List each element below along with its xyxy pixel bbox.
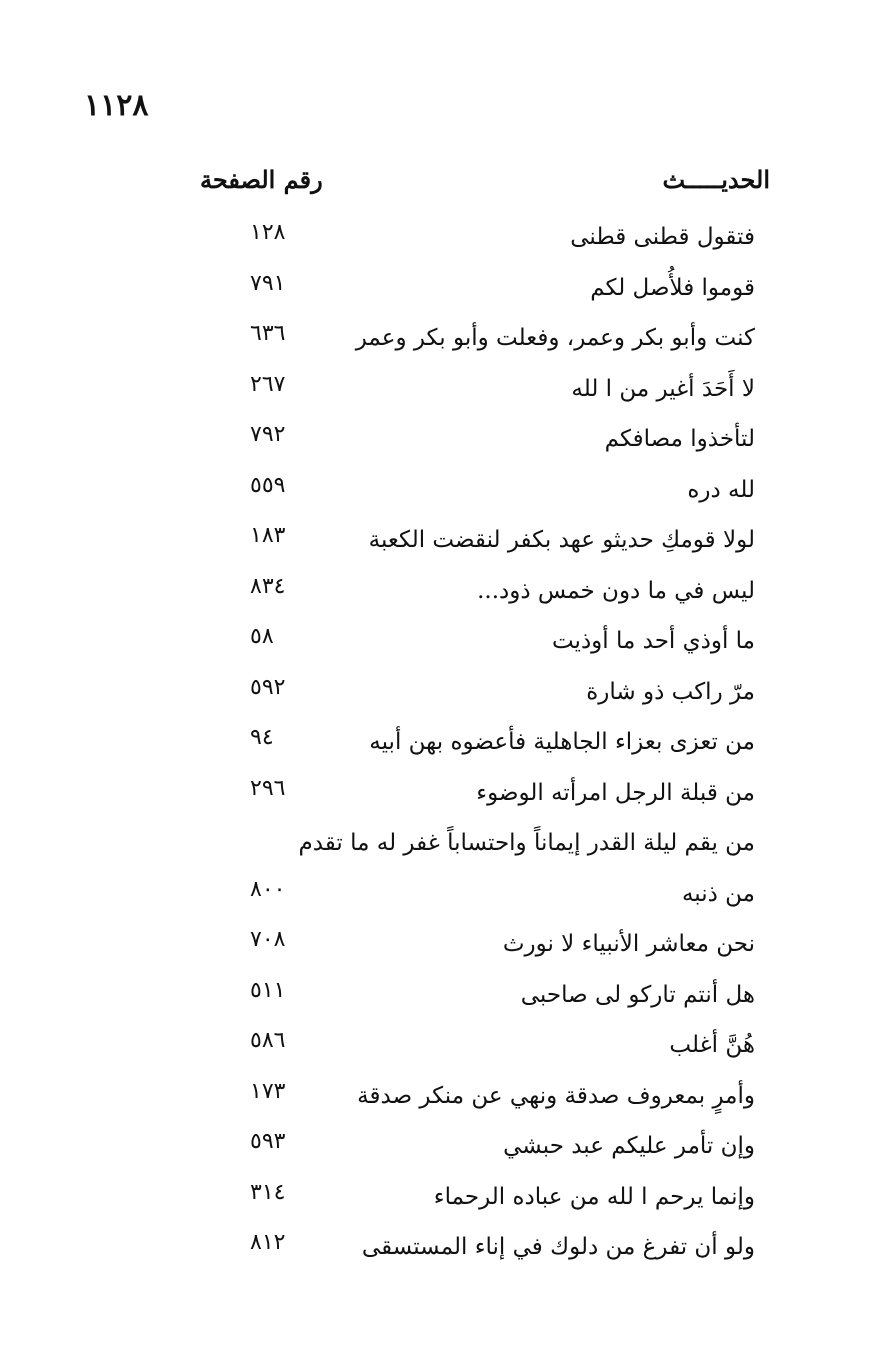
hadith-text: لله دره xyxy=(687,476,755,503)
hadith-text: وأمرٍ بمعروف صدقة ونهي عن منكر صدقة xyxy=(357,1082,755,1109)
page-reference: ٥٩٢ xyxy=(250,674,286,700)
hadith-text: وإن تأمر عليكم عبد حبشي xyxy=(503,1133,755,1159)
list-item xyxy=(190,1125,770,1176)
list-item xyxy=(190,317,770,368)
list-item xyxy=(190,1176,770,1227)
list-item xyxy=(190,772,770,823)
page-reference: ٢٦٧ xyxy=(250,371,286,397)
hadith-text: لولا قومكِ حديثو عهد بكفر لنقضت الكعبة xyxy=(368,527,755,553)
page-reference: ٨١٢ xyxy=(250,1230,286,1255)
page-number: ١١٢٨ xyxy=(84,88,149,123)
hadith-text: ما أوذي أحد ما أوذيت xyxy=(551,628,755,654)
hadith-text: من يقم ليلة القدر إيماناً واحتساباً غفر له ما تقدم xyxy=(298,830,755,856)
hadith-column-header: الحديـــــث xyxy=(662,165,770,194)
page-reference: ٥١١ xyxy=(250,977,286,1003)
hadith-text: من ذنبه xyxy=(681,880,755,907)
page-reference: ٧٠٨ xyxy=(250,927,286,952)
list-item xyxy=(190,519,770,570)
list-item xyxy=(190,469,770,520)
page-reference: ٦٣٦ xyxy=(250,321,286,346)
list-item xyxy=(190,721,770,772)
hadith-text: فتقول قطنى قطنى xyxy=(570,224,755,250)
page-column-header: رقم الصفحة xyxy=(200,165,323,194)
hadith-text: نحن معاشر الأنبياء لا نورث xyxy=(502,931,755,957)
page-reference: ٥٥٩ xyxy=(250,472,286,498)
page-reference: ٧٩١ xyxy=(250,270,286,296)
page-reference: ٨٣٤ xyxy=(250,573,286,599)
list-item xyxy=(190,570,770,621)
list-item xyxy=(190,873,770,924)
page-reference: ٢٩٦ xyxy=(250,775,286,801)
list-item xyxy=(190,822,770,873)
page-reference: ٣١٤ xyxy=(250,1179,286,1205)
hadith-text: ليس في ما دون خمس ذود... xyxy=(477,577,755,604)
hadith-text: ولو أن تفرغ من دلوك في إناء المستسقى xyxy=(361,1234,755,1260)
page-reference: ١٧٣ xyxy=(250,1078,286,1104)
list-item xyxy=(190,1024,770,1075)
list-item xyxy=(190,368,770,419)
hadith-text: مرّ راكب ذو شارة xyxy=(586,678,755,705)
list-item xyxy=(190,671,770,722)
hadith-text: وإنما يرحم ا لله من عباده الرحماء xyxy=(433,1183,755,1210)
page-reference: ٧٩٢ xyxy=(250,422,286,447)
list-item xyxy=(190,418,770,469)
page-reference: ٥٨ xyxy=(250,624,274,649)
hadith-text: من تعزى بعزاء الجاهلية فأعضوه بهن أبيه xyxy=(369,729,755,755)
page-reference: ٥٨٦ xyxy=(250,1028,286,1053)
list-item xyxy=(190,1075,770,1126)
hadith-text: لتأخذوا مصافكم xyxy=(604,426,755,452)
list-item xyxy=(190,1226,770,1277)
page-reference: ١٢٨ xyxy=(250,220,286,245)
hadith-text: قوموا فلأُصل لكم xyxy=(590,274,755,301)
hadith-text: من قبلة الرجل امرأته الوضوء xyxy=(476,779,755,806)
hadith-index-list xyxy=(190,216,770,1277)
list-item xyxy=(190,267,770,318)
page-reference: ٥٩٣ xyxy=(250,1129,286,1154)
list-item xyxy=(190,974,770,1025)
list-item xyxy=(190,923,770,974)
page-reference: ١٨٣ xyxy=(250,523,286,548)
hadith-text: هُنَّ أغلب xyxy=(669,1032,755,1058)
page-reference: ٩٤ xyxy=(250,725,274,750)
hadith-text: كنت وأبو بكر وعمر، وفعلت وأبو بكر وعمر xyxy=(355,325,755,351)
list-item xyxy=(190,620,770,671)
page-reference: ٨٠٠ xyxy=(250,876,286,902)
hadith-text: لا أَحَدَ أغير من ا لله xyxy=(571,375,755,402)
hadith-text: هل أنتم تاركو لى صاحبى xyxy=(520,981,755,1008)
list-item xyxy=(190,216,770,267)
table-header xyxy=(190,165,770,209)
